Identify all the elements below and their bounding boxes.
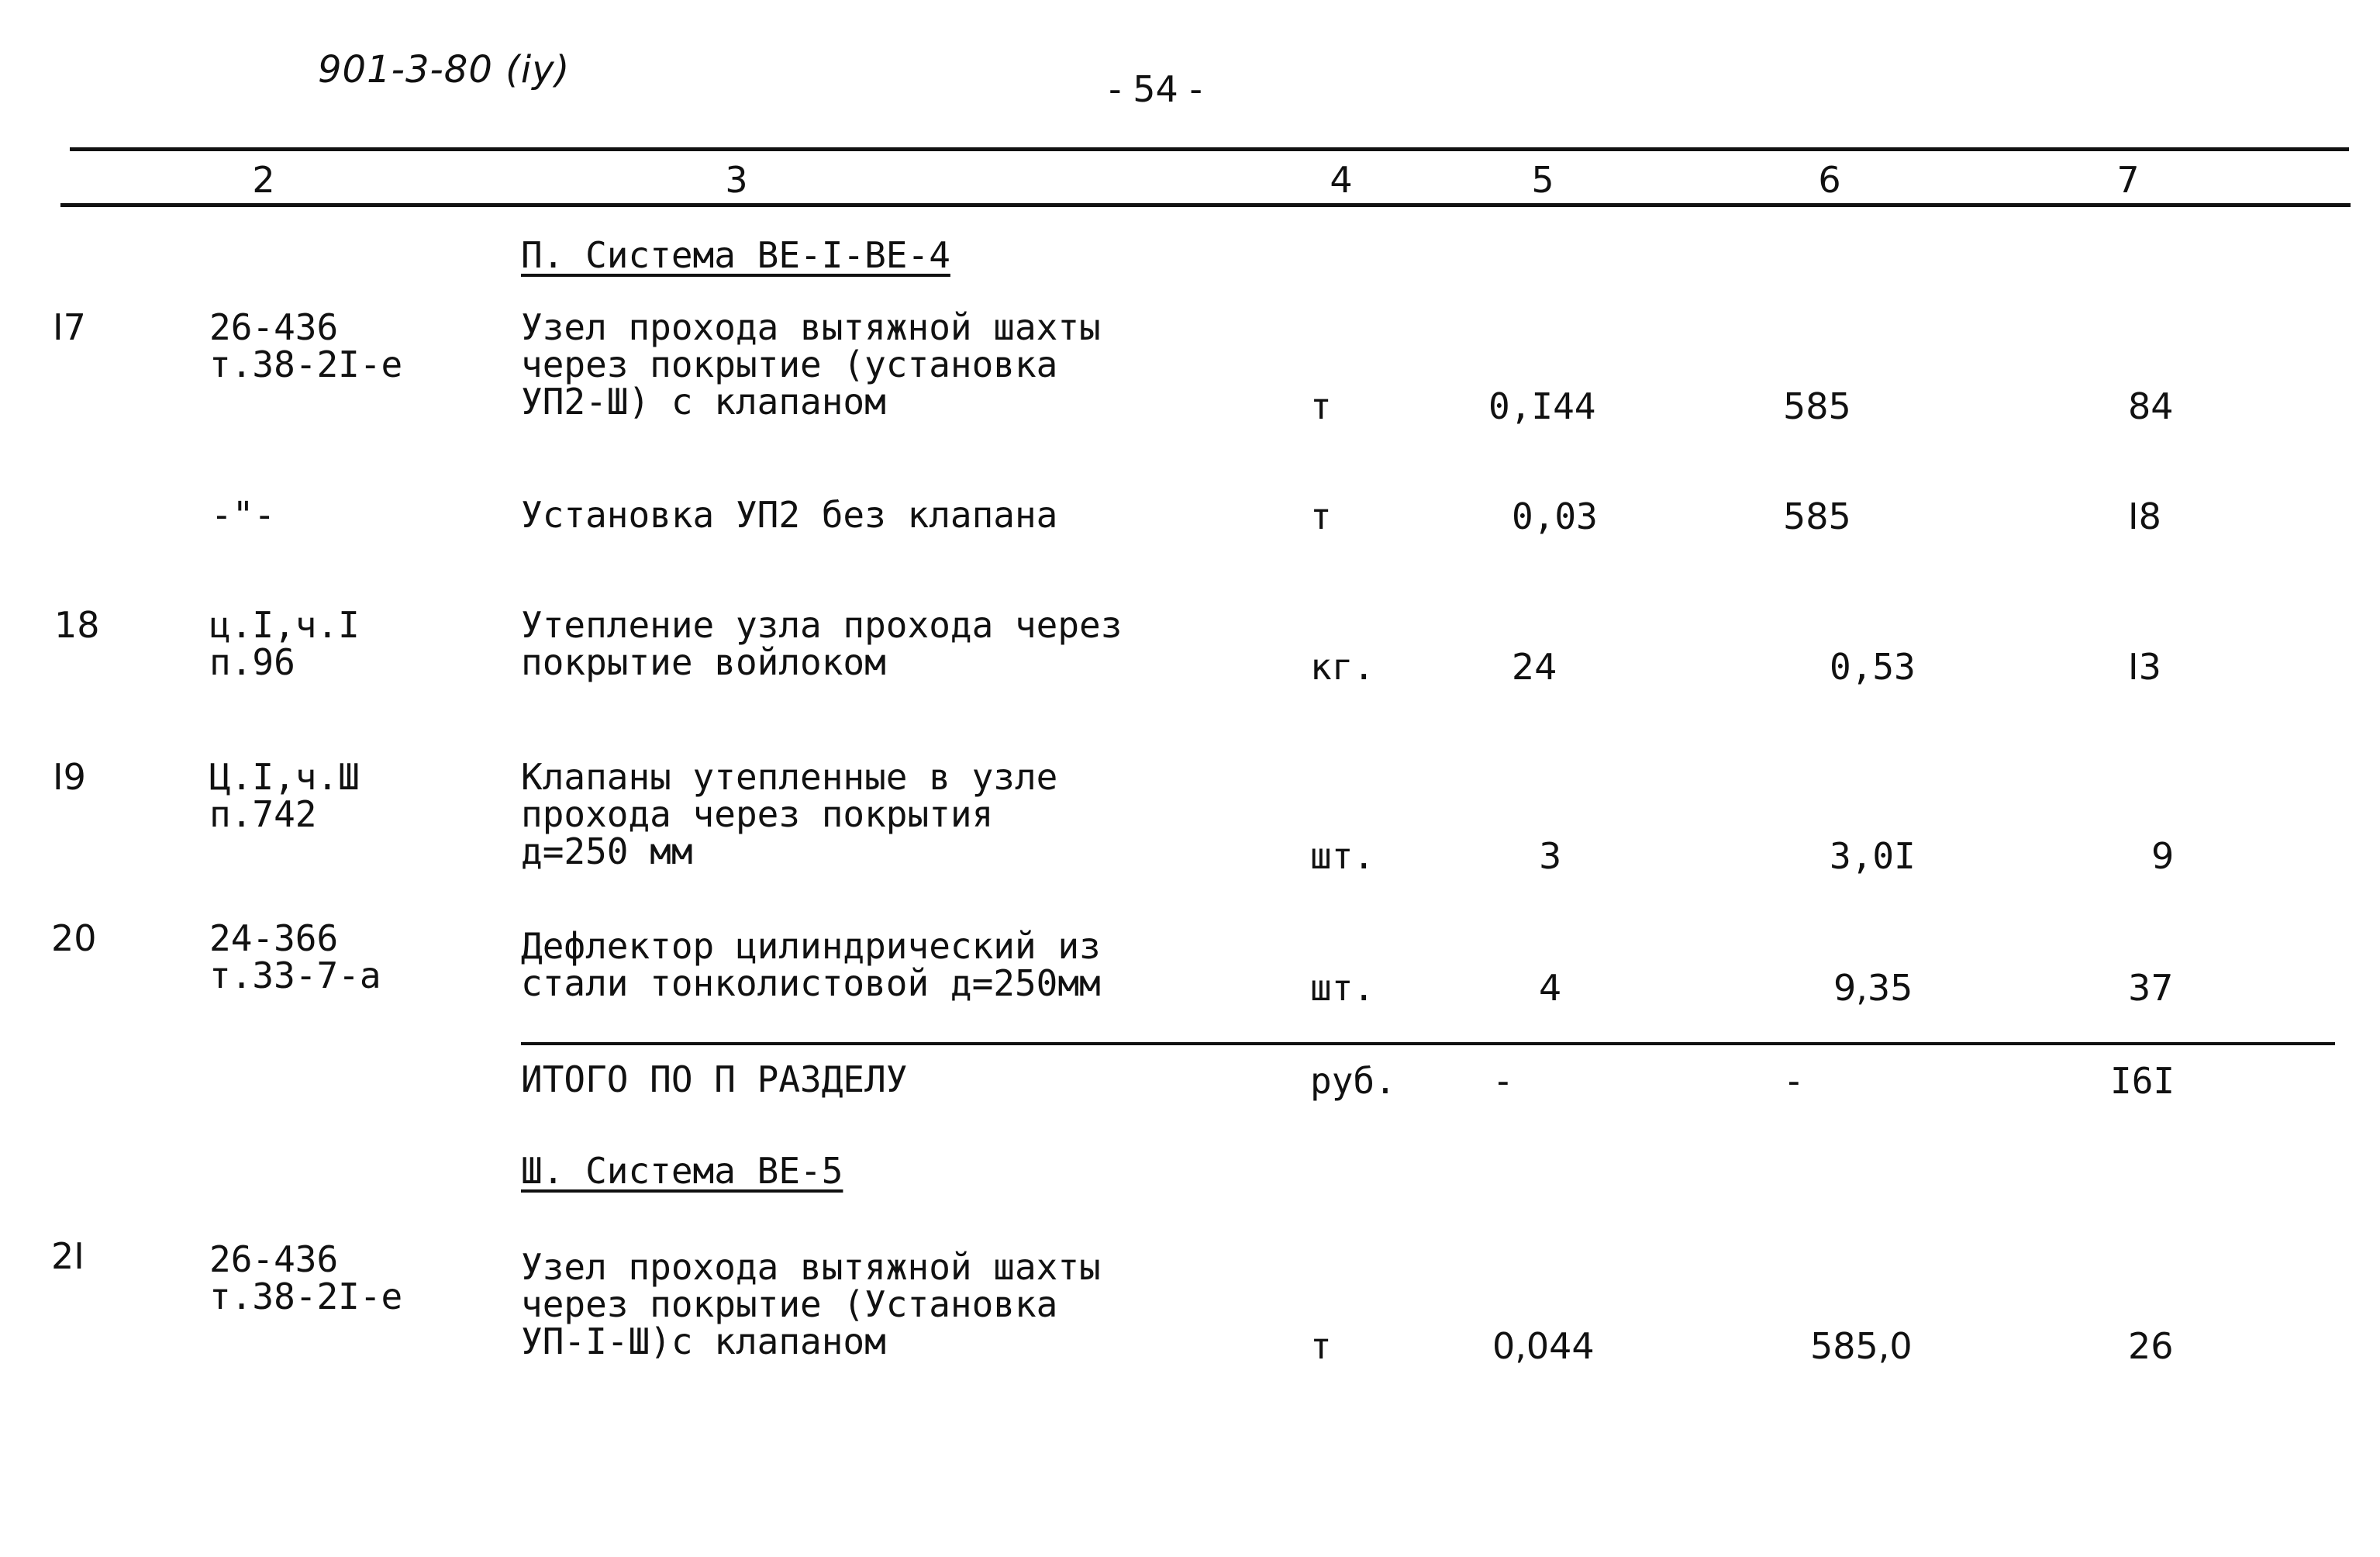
- column-header-7: 7: [2116, 159, 2140, 201]
- column-header-5: 5: [1531, 159, 1554, 201]
- column-header-4: 4: [1330, 159, 1353, 201]
- row-quantity: 4: [1539, 967, 1562, 1009]
- row-unit: т: [1310, 1325, 1332, 1367]
- row-description: Узел прохода вытяжной шахты: [521, 1246, 1101, 1288]
- row-price: 9,35: [1833, 967, 1913, 1009]
- row-price: 0,53: [1830, 646, 1916, 688]
- row-quantity: 24: [1512, 646, 1557, 688]
- row-code: -"-: [211, 494, 276, 536]
- row-description: Узел прохода вытяжной шахты: [521, 306, 1101, 348]
- row-price: 585,0: [1810, 1325, 1913, 1367]
- row-unit: т: [1310, 495, 1332, 537]
- row-price: 585: [1783, 385, 1851, 427]
- row-unit: т: [1310, 385, 1332, 427]
- row-code: п.96: [209, 641, 295, 683]
- header-bottom-rule: [60, 203, 2351, 207]
- column-header-6: 6: [1818, 159, 1841, 201]
- column-header-2: 2: [252, 159, 275, 201]
- row-code: 26-436: [209, 306, 339, 348]
- row-price: 3,0I: [1830, 835, 1916, 877]
- row-description: УП2-Ш) с клапаном: [521, 381, 886, 423]
- row-code: Ц.I,ч.Ш: [209, 756, 360, 798]
- row-code: 26-436: [209, 1238, 339, 1280]
- row-total: 9: [2151, 835, 2175, 877]
- subtotal-unit: руб.: [1310, 1060, 1396, 1102]
- row-quantity: 0,044: [1492, 1325, 1595, 1367]
- row-description: прохода через покрытия: [521, 793, 994, 835]
- row-description: д=250 мм: [521, 830, 693, 872]
- row-code: т.38-2I-е: [209, 344, 403, 385]
- row-number: 20: [51, 917, 97, 959]
- row-number: I7: [53, 306, 86, 348]
- section-title: Ш. Система ВЕ-5: [521, 1150, 843, 1192]
- section-title: П. Система ВЕ-I-ВЕ-4: [521, 234, 950, 276]
- row-total: 37: [2128, 967, 2174, 1009]
- subtotal-price: -: [1783, 1060, 1805, 1102]
- row-quantity: 3: [1539, 835, 1562, 877]
- row-total: I8: [2128, 495, 2161, 537]
- row-unit: кг.: [1310, 646, 1375, 688]
- subtotal-label: ИТОГО ПО П РАЗДЕЛУ: [521, 1058, 908, 1100]
- row-description: через покрытие (установка: [521, 344, 1058, 385]
- header-top-rule: [70, 147, 2349, 151]
- row-unit: шт.: [1310, 835, 1375, 877]
- row-quantity: 0,I44: [1488, 385, 1596, 427]
- row-description: Клапаны утепленные в узле: [521, 756, 1058, 798]
- row-total: 26: [2128, 1325, 2174, 1367]
- row-code: ц.I,ч.I: [209, 604, 360, 646]
- subtotal-quantity: -: [1492, 1060, 1514, 1102]
- row-description: покрытие войлоком: [521, 641, 886, 683]
- row-description: Дефлектор цилиндрический из: [521, 925, 1101, 967]
- column-header-3: 3: [725, 159, 748, 201]
- document-code: 901-3-80 (iy): [318, 48, 571, 91]
- page-number: - 54 -: [1109, 68, 1202, 110]
- row-code: 24-366: [209, 917, 339, 959]
- row-description: стали тонколистовой д=250мм: [521, 962, 1101, 1004]
- row-description: УП-I-Ш)с клапаном: [521, 1321, 886, 1362]
- row-total: I3: [2128, 646, 2161, 688]
- row-description: Утепление узла прохода через: [521, 604, 1123, 646]
- subtotal-total: I6I: [2110, 1060, 2175, 1102]
- row-price: 585: [1783, 495, 1851, 537]
- row-code: т.33-7-а: [209, 955, 381, 996]
- row-description: через покрытие (Установка: [521, 1283, 1058, 1325]
- row-unit: шт.: [1310, 967, 1375, 1009]
- row-code: п.742: [209, 793, 317, 835]
- row-number: 18: [54, 604, 100, 646]
- row-number: I9: [53, 756, 86, 798]
- row-code: т.38-2I-е: [209, 1276, 403, 1317]
- row-quantity: 0,03: [1512, 495, 1598, 537]
- row-description: Установка УП2 без клапана: [521, 494, 1058, 536]
- row-total: 84: [2128, 385, 2174, 427]
- row-number: 2I: [51, 1235, 85, 1277]
- subtotal-rule: [521, 1042, 2335, 1045]
